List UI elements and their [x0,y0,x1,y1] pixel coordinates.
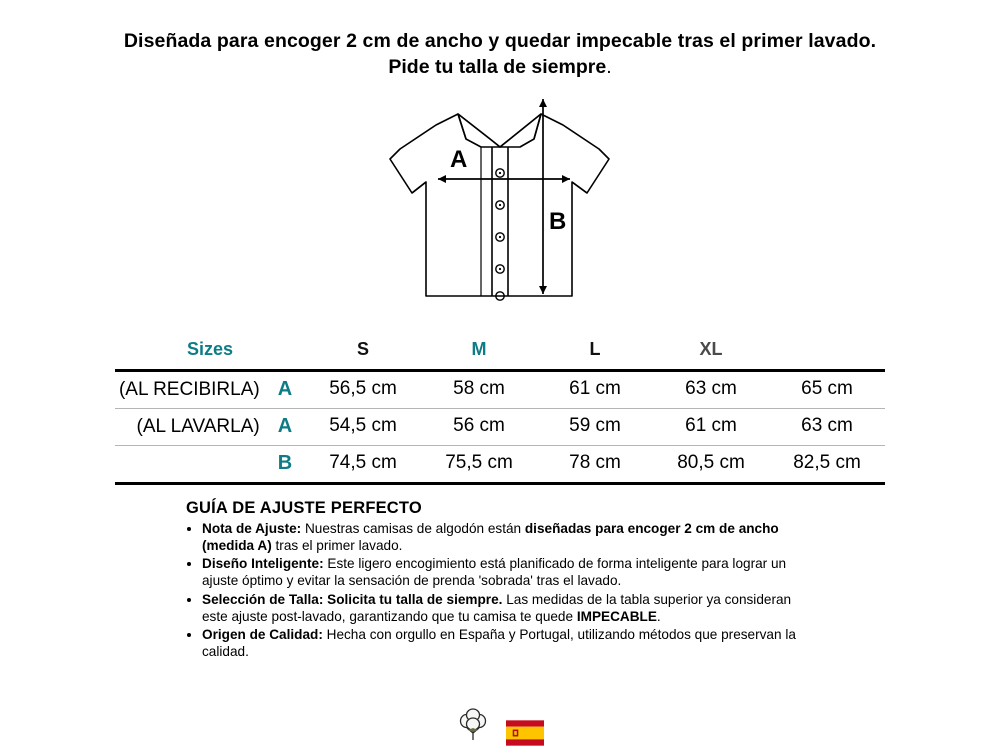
list-item [202,591,820,626]
list-item [202,626,820,661]
cell-r0-l: 61 cm [537,370,653,408]
list-item-emphasis: diseñadas para encoger 2 cm de ancho (medida A) [202,520,779,553]
cell-r1-l: 59 cm [537,408,653,445]
table-row [115,370,885,408]
header-col-xl: XL [699,338,723,359]
cell-r2-x: 82,5 cm [769,445,885,483]
cell-r2-l: 78 cm [537,445,653,483]
cell-r1-x: 63 cm [769,408,885,445]
headline-line-2-bold: Pide tu talla de siempre [388,56,607,79]
cell-r1-xl: 61 cm [653,408,769,445]
cotton-boll-icon [456,706,490,746]
row-label-text: (AL RECIBIRLA) [118,378,260,400]
row-label-lavarla [115,408,305,445]
list-item [202,555,820,590]
list-item-text: Este ligero encogimiento está planificado de forma inteligente para lograr un ajuste óptimo y evitar la sensación de prenda 'sobrada' tras el lavado. [202,556,787,589]
row-label-recibirla [115,370,305,408]
size-table-head [115,333,885,371]
header-col-blank [769,333,885,371]
header-col-s: S [356,338,369,359]
cell-r2-s: 74,5 cm [305,445,421,483]
cell-r0-s: 56,5 cm [305,370,421,408]
page-title [0,0,1000,81]
table-row [115,445,885,483]
table-header-row [115,333,885,371]
fit-guide-list [180,520,820,661]
row-code: A [277,414,293,437]
header-col-l: L [589,338,601,359]
size-table-wrap [0,333,1000,485]
shirt-icon [340,81,660,329]
list-item-emphasis: Nota de Ajuste: [202,520,302,536]
size-table [115,333,885,485]
list-item-emphasis: Origen de Calidad: [202,627,323,643]
row-code: B [277,451,293,474]
cell-r0-x: 65 cm [769,370,885,408]
list-item-emphasis: Diseño Inteligente: [202,556,324,572]
size-table-body [115,370,885,485]
fit-guide [180,499,820,661]
list-item-text: tras el primer lavado. [271,537,403,553]
list-item-text: . [656,608,661,624]
footer-emblems [0,706,1000,746]
list-item-emphasis: IMPECABLE [576,608,657,624]
header-sizes-label: Sizes [186,338,234,359]
headline-line-2 [0,54,1000,80]
list-item [202,520,820,555]
row-label-b [115,445,305,483]
cell-r0-xl: 63 cm [653,370,769,408]
shirt-diagram [0,81,1000,329]
measurement-label-a: A [450,145,468,173]
measurement-label-b: B [549,207,567,235]
cell-r2-xl: 80,5 cm [653,445,769,483]
list-item-text: Hecha con orgullo en España y Portugal, utilizando métodos que preservan la calidad. [202,627,796,660]
list-item-text: Las medidas de la tabla superior ya consideran este ajuste post-lavado, garantizando que tu camisa te quede [202,591,792,624]
table-bottom-rule [115,483,885,485]
headline-line-2-tail: . [606,56,612,79]
row-code: A [277,377,293,400]
spain-flag-icon [506,720,544,746]
cell-r0-m: 58 cm [421,370,537,408]
headline-line-1: Diseñada para encoger 2 cm de ancho y quedar impecable tras el primer lavado. [123,30,877,52]
header-col-m: M [471,338,487,359]
row-label-text: (AL LAVARLA) [136,415,260,437]
cell-r1-s: 54,5 cm [305,408,421,445]
fit-guide-title: GUÍA DE AJUSTE PERFECTO [186,498,422,517]
table-row [115,408,885,445]
cell-r2-m: 75,5 cm [421,445,537,483]
list-item-text: Nuestras camisas de algodón están [301,520,525,536]
list-item-emphasis: Selección de Talla: Solicita tu talla de siempre. [202,591,503,607]
cell-r1-m: 56 cm [421,408,537,445]
